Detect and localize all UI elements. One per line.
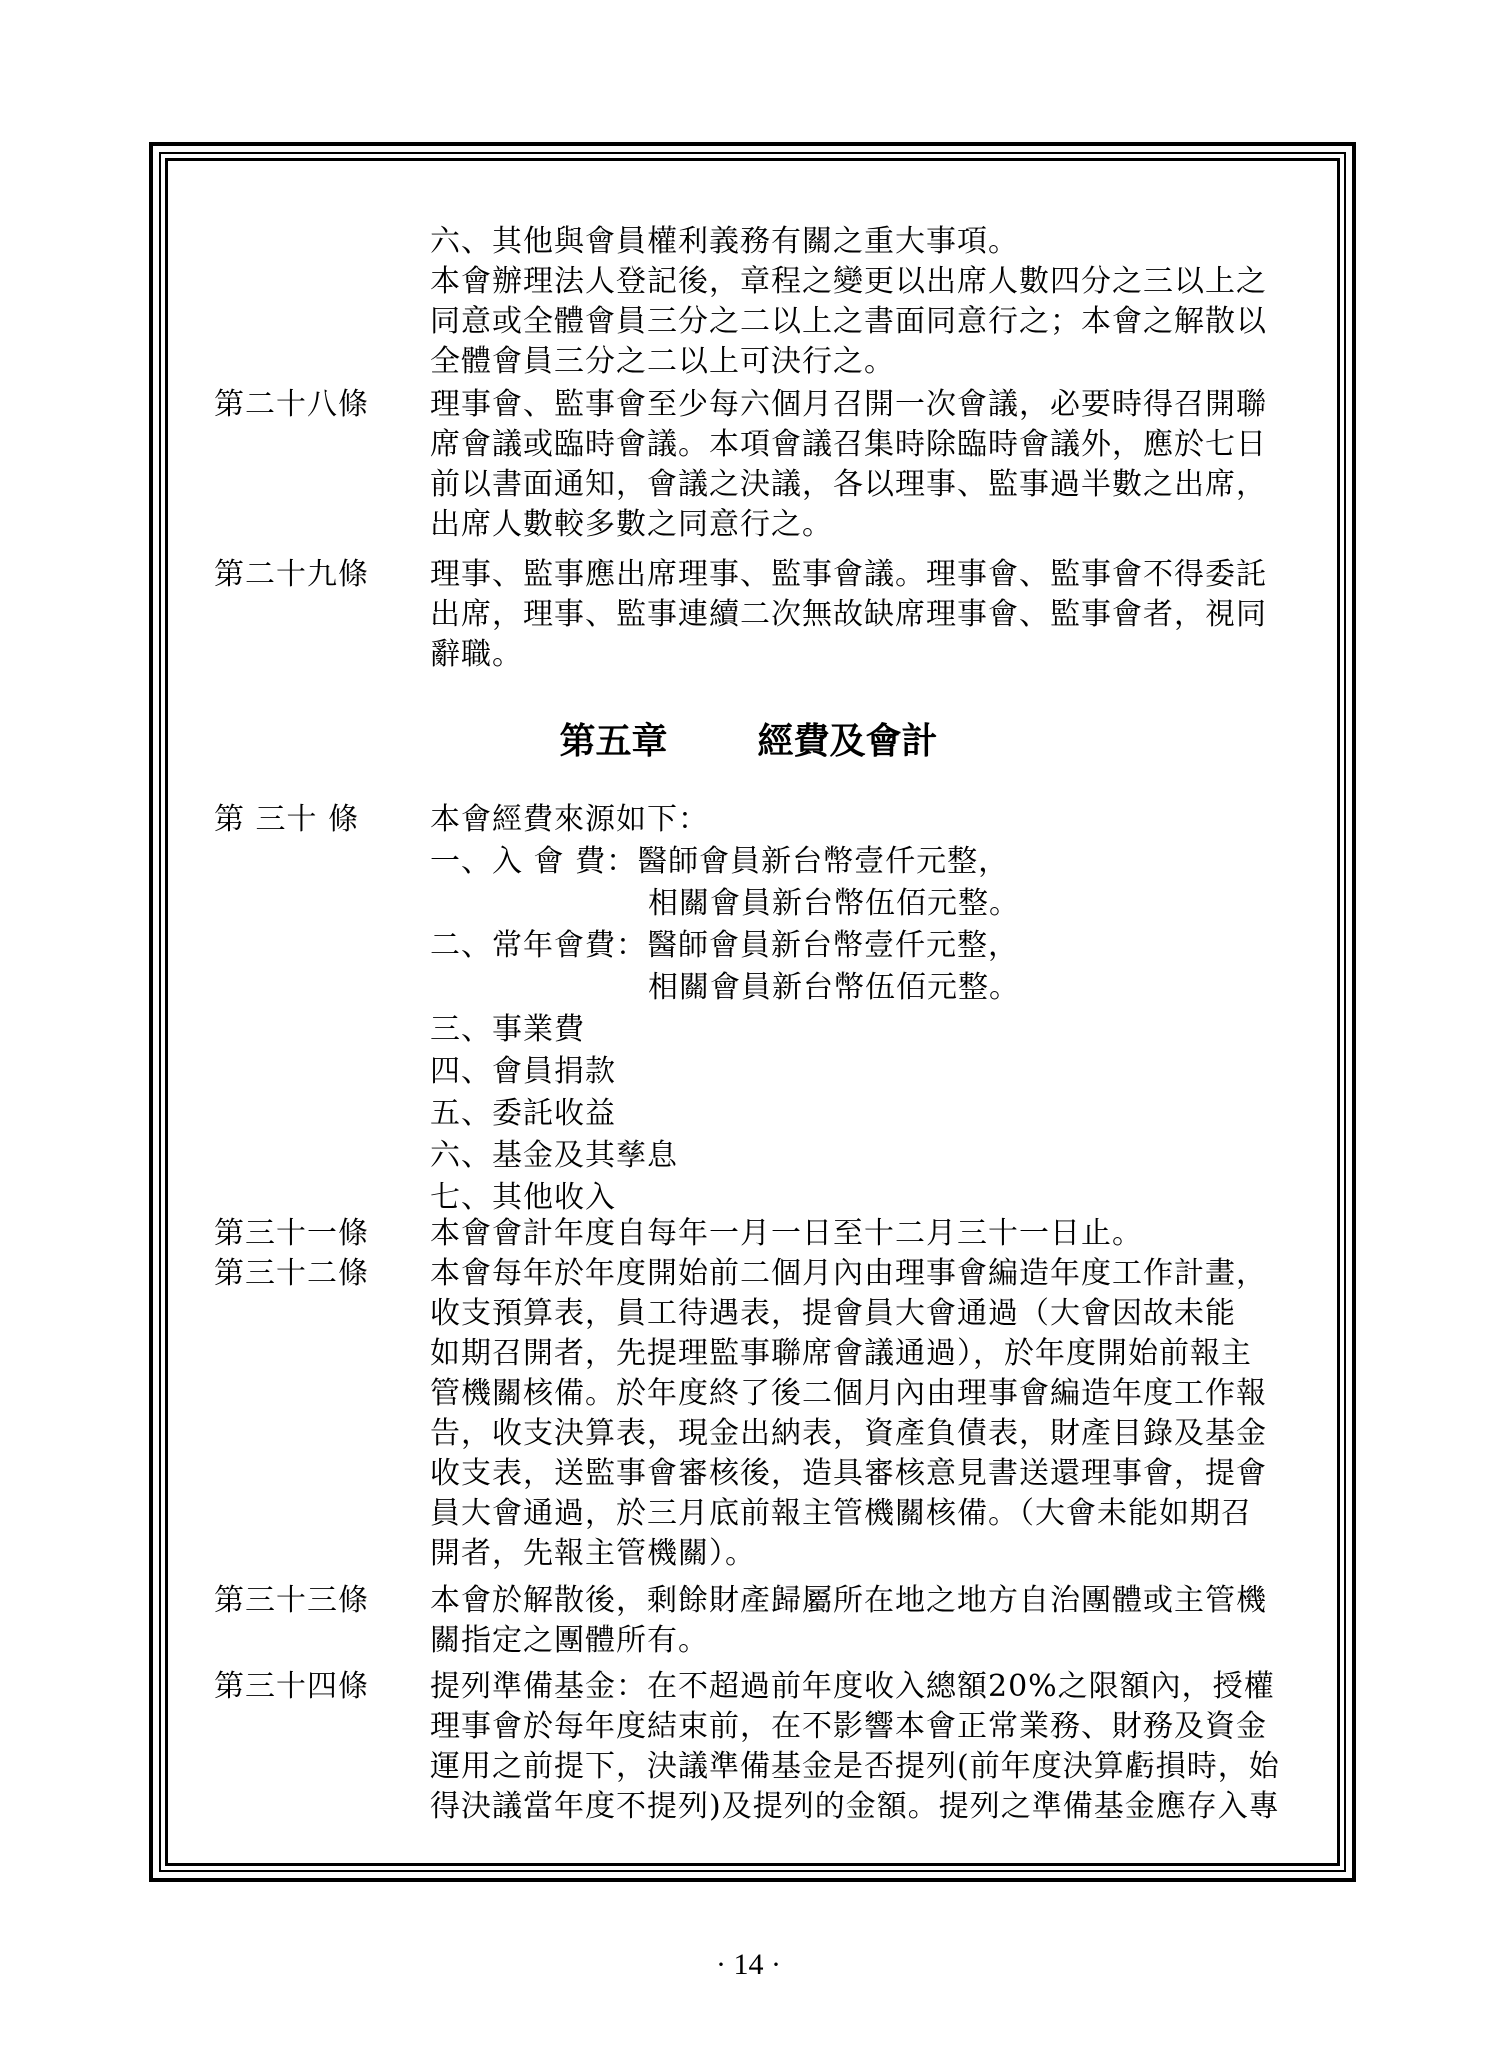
article-label-31: 第三十一條	[214, 1216, 369, 1251]
text-line: 運用之前提下，決議準備基金是否提列(前年度決算虧損時，始	[430, 1749, 1280, 1784]
text-line: 本會每年於年度開始前二個月內由理事會編造年度工作計畫，	[430, 1256, 1267, 1291]
text-line: 關指定之團體所有。	[430, 1623, 709, 1658]
list-item-continuation: 相關會員新台幣伍佰元整。	[648, 886, 1020, 921]
text-line: 收支預算表，員工待遇表，提會員大會通過（大會因故未能	[430, 1296, 1236, 1331]
list-item: 七、其他收入	[430, 1180, 616, 1215]
text-line: 如期召開者，先提理監事聯席會議通過），於年度開始前報主	[430, 1336, 1252, 1371]
article-label-32: 第三十二條	[214, 1256, 369, 1291]
text-line: 六、其他與會員權利義務有關之重大事項。	[430, 224, 1019, 259]
article-label-33: 第三十三條	[214, 1583, 369, 1618]
text-line: 出席人數較多數之同意行之。	[430, 507, 833, 542]
list-item: 三、事業費	[430, 1012, 585, 1047]
text-line: 提列準備基金：在不超過前年度收入總額20%之限額內，授權	[430, 1669, 1275, 1704]
text-line: 本會於解散後，剩餘財產歸屬所在地之地方自治團體或主管機	[430, 1583, 1267, 1618]
text-line: 告，收支決算表，現金出納表，資產負債表，財產目錄及基金	[430, 1416, 1267, 1451]
list-item: 五、委託收益	[430, 1096, 616, 1131]
text-line: 得決議當年度不提列)及提列的金額。提列之準備基金應存入專	[430, 1789, 1280, 1824]
text-line: 全體會員三分之二以上可決行之。	[430, 344, 895, 379]
list-item: 一、入 會 費：醫師會員新台幣壹仟元整，	[430, 844, 1010, 879]
list-item: 四、會員捐款	[430, 1054, 616, 1089]
text-line: 席會議或臨時會議。本項會議召集時除臨時會議外，應於七日	[430, 427, 1267, 462]
text-line: 收支表，送監事會審核後，造具審核意見書送還理事會，提會	[430, 1456, 1267, 1491]
text-line: 出席，理事、監事連續二次無故缺席理事會、監事會者，視同	[430, 597, 1267, 632]
text-line: 理事、監事應出席理事、監事會議。理事會、監事會不得委託	[430, 557, 1267, 592]
text-line: 辭職。	[430, 637, 523, 672]
text-line: 員大會通過，於三月底前報主管機關核備。（大會未能如期召	[430, 1496, 1252, 1531]
article-label-28: 第二十八條	[214, 387, 369, 422]
article-label-34: 第三十四條	[214, 1669, 369, 1704]
text-line: 理事會、監事會至少每六個月召開一次會議，必要時得召開聯	[430, 387, 1267, 422]
text-line: 本會會計年度自每年一月一日至十二月三十一日止。	[430, 1216, 1143, 1251]
text-line: 開者，先報主管機關）。	[430, 1536, 756, 1571]
article-label-29: 第二十九條	[214, 557, 369, 592]
text-line: 前以書面通知，會議之決議，各以理事、監事過半數之出席，	[430, 467, 1267, 502]
chapter-number: 第五章	[559, 721, 668, 762]
text-line: 同意或全體會員三分之二以上之書面同意行之；本會之解散以	[430, 304, 1267, 339]
page-number: · 14 ·	[716, 1948, 781, 1981]
list-item-continuation: 相關會員新台幣伍佰元整。	[648, 970, 1020, 1005]
list-item: 六、基金及其孳息	[430, 1138, 678, 1173]
chapter-heading	[0, 720, 1497, 764]
chapter-title: 經費及會計	[757, 721, 938, 762]
text-line: 本會辦理法人登記後，章程之變更以出席人數四分之三以上之	[430, 264, 1267, 299]
text-line: 管機關核備。於年度終了後二個月內由理事會編造年度工作報	[430, 1376, 1267, 1411]
text-line: 理事會於每年度結束前，在不影響本會正常業務、財務及資金	[430, 1709, 1267, 1744]
article-label-30: 第 三十 條	[214, 802, 360, 837]
list-item: 二、常年會費：醫師會員新台幣壹仟元整，	[430, 928, 1019, 963]
text-line: 本會經費來源如下：	[430, 802, 709, 837]
